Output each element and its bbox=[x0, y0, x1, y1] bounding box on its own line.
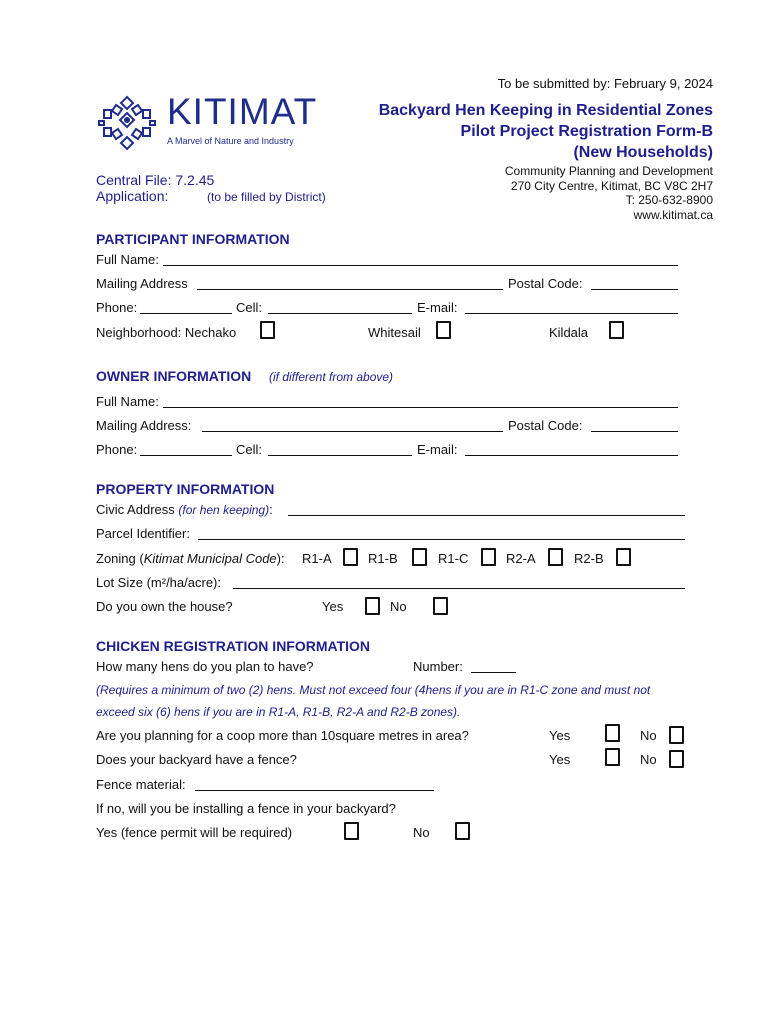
owner-full-name-field[interactable] bbox=[163, 407, 678, 408]
fence-no-label: No bbox=[640, 752, 657, 767]
form-title-line3: (New Households) bbox=[573, 144, 713, 161]
owner-email-field[interactable] bbox=[465, 455, 678, 456]
fence-yes-checkbox[interactable] bbox=[605, 748, 620, 766]
fence-material-label: Fence material: bbox=[96, 777, 186, 792]
participant-heading: PARTICIPANT INFORMATION bbox=[96, 231, 290, 247]
participant-cell-label: Cell: bbox=[236, 300, 263, 315]
install-no-label: No bbox=[413, 825, 430, 840]
coop-no-label: No bbox=[640, 728, 657, 743]
civic-address-colon: : bbox=[269, 502, 273, 517]
central-file: Central File: 7.2.45 bbox=[96, 172, 215, 188]
participant-postal-field[interactable] bbox=[591, 289, 678, 290]
contact-department: Community Planning and Development bbox=[504, 164, 713, 178]
coop-question-label: Are you planning for a coop more than 10square metres in area? bbox=[96, 728, 469, 743]
install-no-checkbox[interactable] bbox=[455, 822, 470, 840]
participant-email-field[interactable] bbox=[465, 313, 678, 314]
parcel-identifier-label: Parcel Identifier: bbox=[96, 526, 190, 541]
fence-no-checkbox[interactable] bbox=[669, 750, 684, 768]
zoning-label bbox=[96, 551, 285, 566]
owner-cell-label: Cell: bbox=[236, 442, 263, 457]
contact-website[interactable]: www.kitimat.ca bbox=[633, 207, 713, 222]
owner-email-label: E-mail: bbox=[417, 442, 458, 457]
coop-no-checkbox[interactable] bbox=[669, 726, 684, 744]
participant-phone-label: Phone: bbox=[96, 300, 138, 315]
zoning-code-note: Kitimat Municipal Code bbox=[143, 551, 277, 566]
parcel-identifier-field[interactable] bbox=[198, 539, 685, 540]
contact-address: 270 City Centre, Kitimat, BC V8C 2H7 bbox=[510, 178, 713, 193]
whitesail-label: Whitesail bbox=[368, 325, 421, 340]
owner-heading: OWNER INFORMATION bbox=[96, 368, 252, 384]
logo-tagline: A Marvel of Nature and Industry bbox=[167, 136, 294, 146]
participant-full-name-field[interactable] bbox=[163, 265, 678, 266]
participant-cell-field[interactable] bbox=[268, 313, 412, 314]
number-label: Number: bbox=[413, 659, 463, 674]
lot-size-field[interactable] bbox=[233, 588, 685, 589]
application-label: Application: bbox=[96, 188, 169, 204]
zone-r2a-checkbox[interactable] bbox=[548, 548, 563, 566]
zone-r2b-checkbox[interactable] bbox=[616, 548, 631, 566]
contact-phone: T: 250-632-8900 bbox=[625, 193, 713, 207]
submission-deadline: To be submitted by: February 9, 2024 bbox=[497, 76, 713, 91]
contact-block bbox=[505, 164, 713, 222]
how-many-hens-label: How many hens do you plan to have? bbox=[96, 659, 314, 674]
owner-postal-label: Postal Code: bbox=[508, 418, 583, 433]
owner-mailing-label: Mailing Address: bbox=[96, 418, 192, 433]
own-house-no-checkbox[interactable] bbox=[433, 597, 448, 615]
chicken-heading: CHICKEN REGISTRATION INFORMATION bbox=[96, 638, 371, 654]
participant-mailing-label: Mailing Address bbox=[96, 276, 188, 291]
kildala-label: Kildala bbox=[549, 325, 589, 340]
install-fence-question: If no, will you be installing a fence in your backyard? bbox=[96, 801, 396, 816]
participant-mailing-field[interactable] bbox=[197, 289, 503, 290]
zone-r1b-checkbox[interactable] bbox=[412, 548, 427, 566]
zone-r2b-label: R2-B bbox=[574, 551, 604, 566]
kildala-checkbox[interactable] bbox=[609, 321, 624, 339]
neighborhood-label: Neighborhood: Nechako bbox=[96, 325, 237, 340]
civic-address-note: (for hen keeping) bbox=[178, 503, 270, 517]
zone-r1a-label: R1-A bbox=[302, 551, 332, 566]
number-of-hens-field[interactable] bbox=[471, 672, 516, 673]
zoning-suffix: ): bbox=[276, 551, 285, 566]
hen-requirement-line1: (Requires a minimum of two (2) hens. Must not exceed four (4hens if you are in R1-C zone and must not bbox=[96, 683, 651, 697]
owner-heading-note: (if different from above) bbox=[269, 370, 394, 384]
install-yes-label: Yes (fence permit will be required) bbox=[96, 825, 293, 840]
civic-address-field[interactable] bbox=[288, 515, 685, 516]
owner-phone-field[interactable] bbox=[140, 455, 232, 456]
zone-r2a-label: R2-A bbox=[506, 551, 536, 566]
zone-r1a-checkbox[interactable] bbox=[343, 548, 358, 566]
zone-r1c-checkbox[interactable] bbox=[481, 548, 496, 566]
coop-yes-label: Yes bbox=[549, 728, 571, 743]
zone-r1b-label: R1-B bbox=[368, 551, 398, 566]
own-house-label: Do you own the house? bbox=[96, 599, 233, 614]
participant-email-label: E-mail: bbox=[417, 300, 458, 315]
lot-size-label: Lot Size (m²/ha/acre): bbox=[96, 575, 221, 590]
participant-full-name-label: Full Name: bbox=[96, 252, 159, 267]
owner-postal-field[interactable] bbox=[591, 431, 678, 432]
form-title-line1: Backyard Hen Keeping in Residential Zones bbox=[378, 102, 713, 119]
fence-question-label: Does your backyard have a fence? bbox=[96, 752, 297, 767]
owner-cell-field[interactable] bbox=[268, 455, 412, 456]
whitesail-checkbox[interactable] bbox=[436, 321, 451, 339]
owner-phone-label: Phone: bbox=[96, 442, 138, 457]
own-house-yes-label: Yes bbox=[322, 599, 344, 614]
participant-phone-field[interactable] bbox=[140, 313, 232, 314]
logo-wordmark: KITIMAT bbox=[167, 91, 318, 132]
property-heading: PROPERTY INFORMATION bbox=[96, 481, 275, 497]
fence-yes-label: Yes bbox=[549, 752, 571, 767]
fence-material-field[interactable] bbox=[195, 790, 434, 791]
own-house-no-label: No bbox=[390, 599, 407, 614]
coop-yes-checkbox[interactable] bbox=[605, 724, 620, 742]
civic-address-text: Civic Address bbox=[96, 502, 175, 517]
hen-requirement-line2: exceed six (6) hens if you are in R1-A, R1-B, R2-A and R2-B zones). bbox=[96, 705, 461, 719]
install-yes-checkbox[interactable] bbox=[344, 822, 359, 840]
owner-full-name-label: Full Name: bbox=[96, 394, 159, 409]
application-note: (to be filled by District) bbox=[207, 190, 326, 204]
zone-r1c-label: R1-C bbox=[438, 551, 469, 566]
form-title-line2: Pilot Project Registration Form-B bbox=[460, 123, 713, 140]
civic-address-label bbox=[96, 502, 273, 517]
owner-mailing-field[interactable] bbox=[202, 431, 503, 432]
nechako-checkbox[interactable] bbox=[260, 321, 275, 339]
participant-postal-label: Postal Code: bbox=[508, 276, 583, 291]
snowflake-logo-icon bbox=[96, 93, 158, 153]
own-house-yes-checkbox[interactable] bbox=[365, 597, 380, 615]
zoning-prefix: Zoning ( bbox=[96, 551, 144, 566]
